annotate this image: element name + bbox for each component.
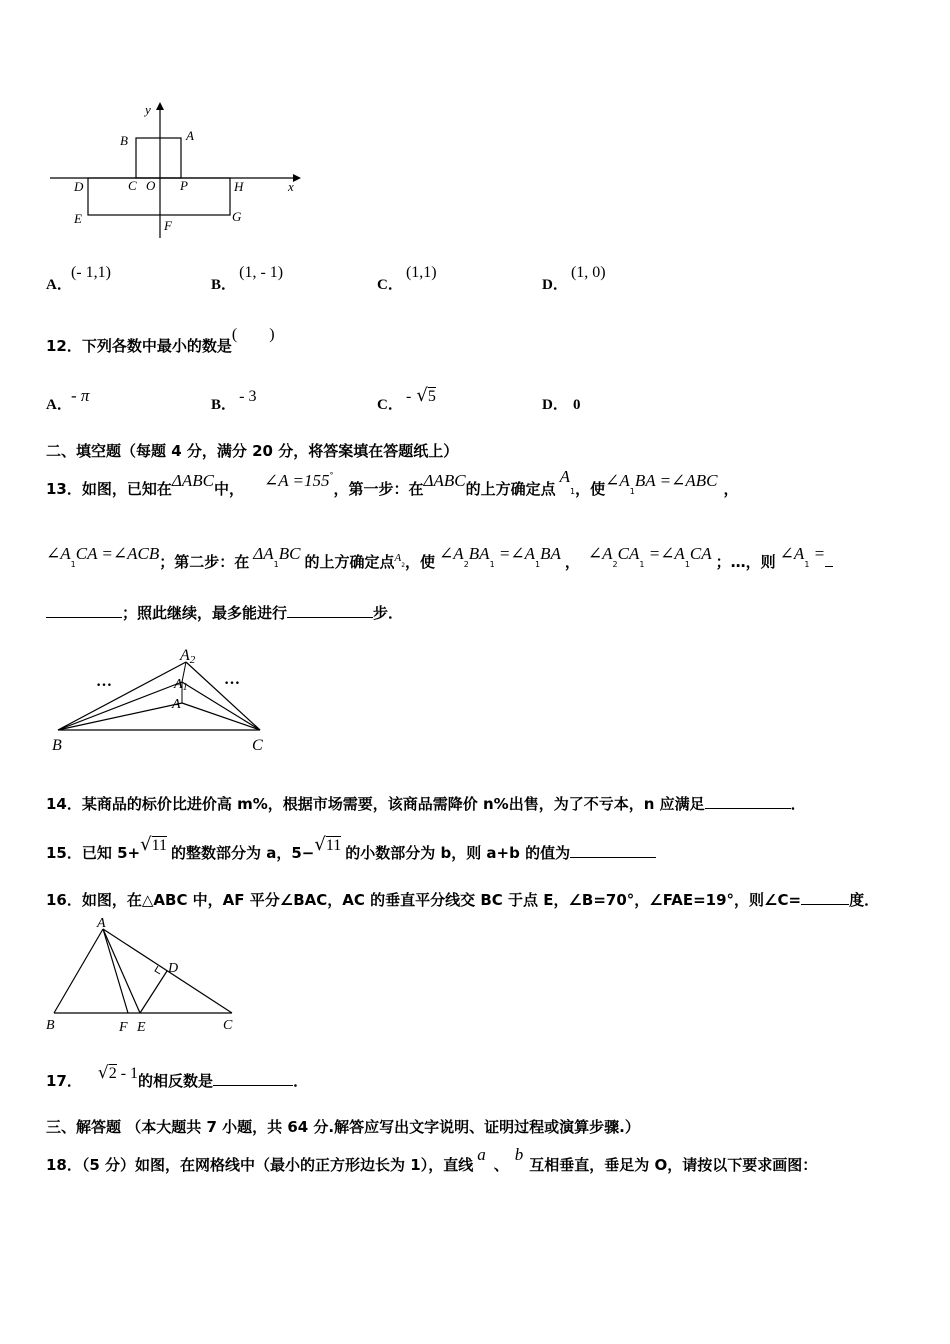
q16-blank[interactable] (801, 890, 849, 905)
q12-option-a: A． - π (46, 386, 90, 413)
label-E: E (74, 211, 82, 226)
q12-option-d: D． 0 (542, 397, 581, 413)
label-B: B (52, 737, 62, 754)
label-B: B (120, 133, 128, 148)
dots-right: … (224, 671, 240, 688)
label-A: A (186, 128, 194, 143)
q12-stem: 12．下列各数中最小的数是( ) (46, 326, 275, 355)
q13-blank-2[interactable] (287, 603, 373, 618)
q17: 17． √2 - 1的相反数是 ． (46, 1063, 309, 1090)
q13-line-2: $\angle A_1CA$ =∠ACB；第二步：在 $\Delta A_1BC$ 的上方确定点$^A_2$，使 $\angle A_2BA_1$ $=\angle A_1BA$ ， $\angle A_2CA_1$ $=\angle A_1CA$ ；…，则 $\angle A_1$ = (46, 551, 833, 573)
label-D: D (74, 179, 84, 194)
q17-blank[interactable] (213, 1071, 293, 1086)
label-y: y (145, 102, 151, 117)
label-A: A (97, 916, 106, 931)
label-D: D (168, 961, 179, 976)
label-G: G (232, 209, 242, 224)
section-3-heading: 三、解答题 （本大题共 7 小题，共 64 分.解答应写出文字说明、证明过程或演算步骤.） (46, 1118, 640, 1136)
label-F: F (164, 218, 172, 233)
label-C: C (252, 737, 263, 754)
label-x: x (288, 179, 294, 194)
section-2-heading: 二、填空题（每题 4 分，满分 20 分，将答案填在答题纸上） (46, 442, 459, 460)
q13-line-3: ；照此继续，最多能进行 步． (46, 602, 403, 623)
q16: 16．如图，在△ABC 中，AF 平分∠BAC，AC 的垂直平分线交 BC 于点 E，∠B=70°，∠FAE=19°，则∠C= 度． (46, 891, 880, 909)
q11-option-d: D． (1, 0) (542, 264, 606, 293)
label-E: E (137, 1020, 146, 1035)
q12-option-b: B． - 3 (211, 388, 257, 413)
q11-coordinate-figure (48, 98, 308, 243)
q14: 14．某商品的标价比进价高 m%，根据市场需要，该商品需降价 n%出售，为了不亏本，n 应满足 ． (46, 795, 806, 813)
label-H: H (234, 179, 244, 194)
q11-option-c: C． (1,1) (377, 264, 437, 293)
label-B: B (46, 1018, 55, 1033)
q11-option-a: A． (- 1,1) (46, 264, 111, 293)
q12-option-c: C． - √5 (377, 385, 436, 413)
q11-option-b: B． (1, - 1) (211, 264, 284, 293)
label-A1: A1 (174, 677, 188, 693)
dots-left: … (96, 673, 112, 690)
q13-blank-1[interactable] (46, 603, 122, 618)
label-C: C (128, 178, 137, 193)
q13-blank-1-start[interactable] (825, 552, 833, 567)
label-P: P (180, 178, 188, 193)
q14-blank[interactable] (705, 794, 791, 809)
q15-blank[interactable] (570, 843, 656, 858)
q15: 15．已知 5+√11 的整数部分为 a，5−√11 的小数部分为 b，则 a+b 的值为 (46, 842, 656, 863)
label-A: A (172, 697, 181, 712)
q16-triangle-figure (42, 915, 242, 1035)
label-C: C (223, 1018, 233, 1033)
q13-line-1: 13．如图，已知在ΔABC中， ∠A =155°，第一步：在ΔABC的上方确定点$A_1$，使$\angle A_1BA$ =∠ABC ， (46, 467, 739, 498)
label-O: O (146, 178, 156, 193)
q18: 18．（5 分）如图，在网格线中（最小的正方形边长为 1），直线a、b互相垂直，垂足为 O，请按以下要求画图： (46, 1145, 818, 1174)
label-F: F (119, 1020, 128, 1035)
label-A2: A2 (180, 647, 196, 666)
q13-triangle-figure (48, 640, 288, 760)
